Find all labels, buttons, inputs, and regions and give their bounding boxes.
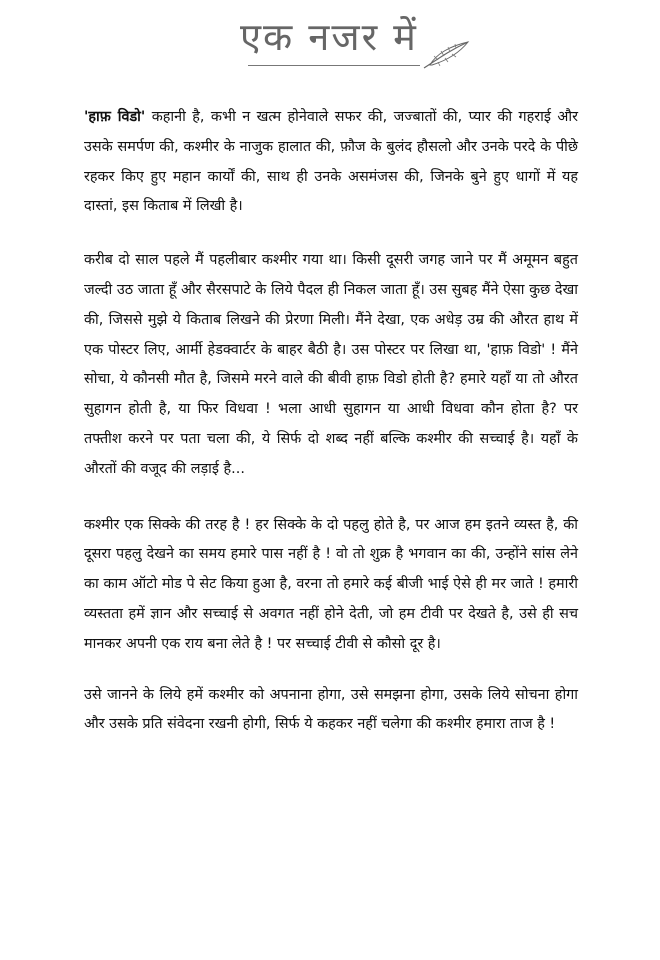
book-title-highlight: 'हाफ़ विडो'	[84, 109, 146, 125]
page-title: एक नजर में	[240, 15, 418, 59]
paragraph-4: उसे जानने के लिये हमें कश्मीर को अपनाना होगा, उसे समझना होगा, उसके लिये सोचना होगा और उसके प्रति संवेदना रखनी होगी, सिर्फ ये कहकर नहीं चलेगा की कश्मीर हमारा ताज है !	[84, 686, 578, 733]
paragraph-2: करीब दो साल पहले मैं पहलीबार कश्मीर गया था। किसी दूसरी जगह जाने पर मैं अमूमन बहुत जल्दी उठ जाता हूँ और सैरसपाटे के लिये पैदल ही निकल जाता हूँ। उस सुबह मैंने ऐसा कुछ देखा की, जिससे मुझे ये किताब लिखने की प्रेरणा मिली। मैंने देखा, एक अधेड़ उम्र की औरत हाथ में एक पोस्टर लिए, आर्मी हेडक्वार्टर के बाहर बैठी है। उस पोस्टर पर लिखा था, 'हाफ़ विडो' ! मैंने सोचा, ये कौनसी मौत है, जिसमे मरने वाले की बीवी हाफ़ विडो होती है? हमारे यहाँ या तो औरत सुहागन होती है, या फिर विधवा ! भला आधी सुहागन या आधी विधवा कौन होता है? पर तफ्तीश करने पर पता चला की, ये सिर्फ दो शब्द नहीं बल्कि कश्मीर की सच्चाई है। यहाँ के औरतों की वजूद की लड़ाई है...	[84, 252, 578, 477]
feather-quill-icon	[420, 38, 472, 72]
title-underline	[248, 65, 420, 66]
paragraph-1	[84, 103, 578, 222]
preface-body	[84, 103, 578, 764]
paragraph-3: कश्मीर एक सिक्के की तरह है ! हर सिक्के के दो पहलु होते है, पर आज हम इतने व्यस्त है, की दूसरा पहलु देखने का समय हमारे पास नहीं है ! वो तो शुक्र है भगवान का की, उन्होंने सांस लेने का काम ऑटो मोड पे सेट किया हुआ है, वरना तो हमारे कई बीजी भाई ऐसे ही मर जाते ! हमारी व्यस्तता हमें ज्ञान और सच्चाई से अवगत नहीं होने देती, जो हम टीवी पर देखते है, उसे ही सच मानकर अपनी एक राय बना लेते है ! पर सच्चाई टीवी से कौसो दूर है।	[84, 516, 578, 652]
paragraph-1-text: कहानी है, कभी न खत्म होनेवाले सफर की, जज्बातों की, प्यार की गहराई और उसके समर्पण की, कश्मीर के नाजुक हालात की, फ़ौज के बुलंद हौसलो और उनके परदे के पीछे रहकर किए हुए महान कार्यों की, साथ ही उनके असमंजस की, जिनके बुने हुए धागों में यह दास्तां, इस किताब में लिखी है।	[84, 109, 578, 215]
page-header	[0, 10, 660, 80]
